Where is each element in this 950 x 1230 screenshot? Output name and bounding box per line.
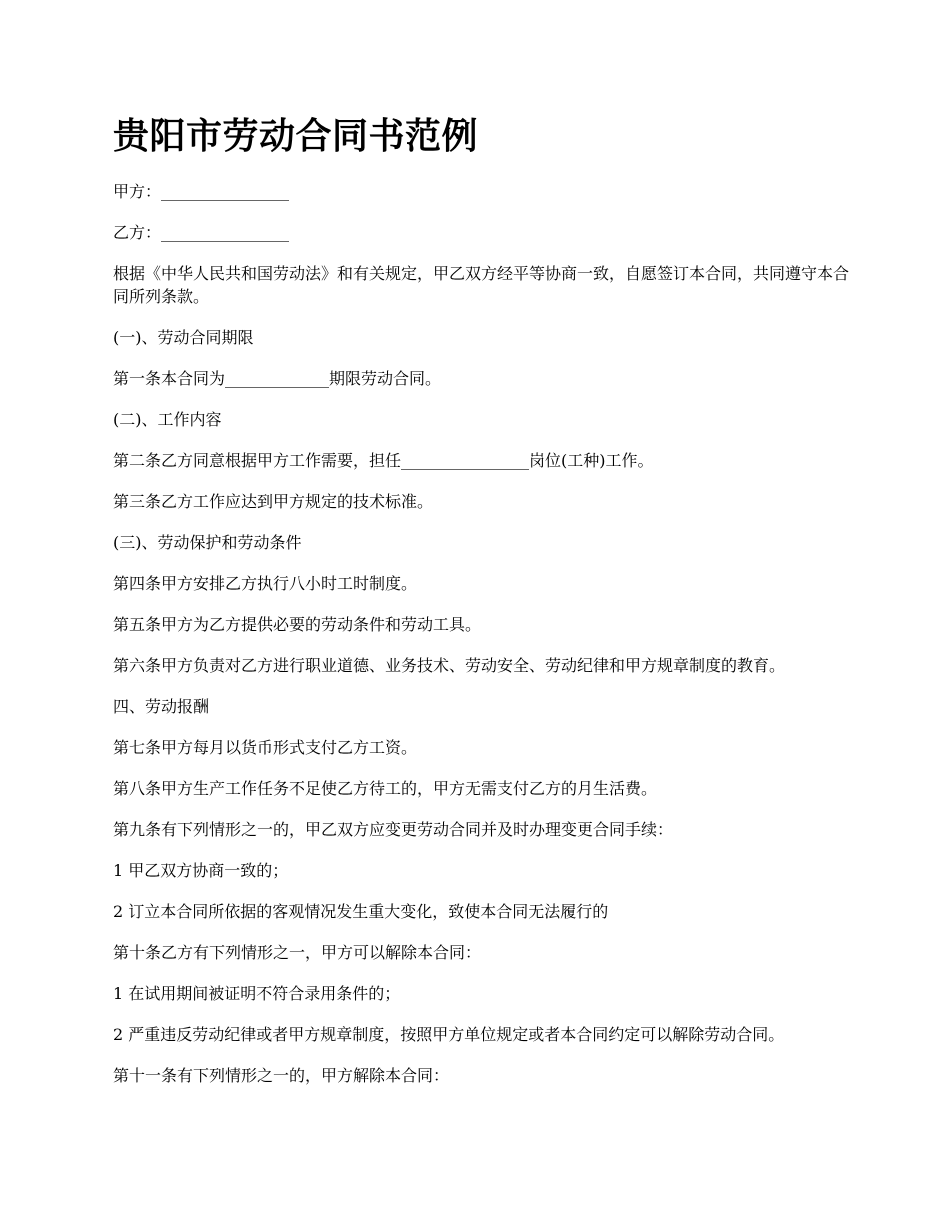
article-5: 第五条甲方为乙方提供必要的劳动条件和劳动工具。	[113, 615, 482, 634]
section-heading-work: (二)、工作内容	[113, 410, 222, 429]
article-10-item-2: 2 严重违反劳动纪律或者甲方规章制度，按照甲方单位规定或者本合同约定可以解除劳动合同。	[113, 1025, 785, 1044]
article-9-item-2: 2 订立本合同所依据的客观情况发生重大变化，致使本合同无法履行的	[113, 902, 609, 921]
article-7: 第七条甲方每月以货币形式支付乙方工资。	[113, 738, 418, 757]
party-a-line: 甲方：________________	[113, 182, 290, 201]
article-11: 第十一条有下列情形之一的，甲方解除本合同：	[113, 1066, 450, 1085]
article-3: 第三条乙方工作应达到甲方规定的技术标准。	[113, 492, 434, 511]
document-body	[113, 180, 853, 1105]
party-b-line: 乙方：________________	[113, 223, 290, 242]
article-9-item-1: 1 甲乙双方协商一致的；	[113, 861, 289, 880]
article-8: 第八条甲方生产工作任务不足使乙方待工的，甲方无需支付乙方的月生活费。	[113, 779, 658, 798]
section-heading-protection: (三)、劳动保护和劳动条件	[113, 533, 302, 552]
document-title: 贵阳市劳动合同书范例	[113, 115, 479, 157]
section-heading-pay: 四、劳动报酬	[113, 697, 210, 716]
article-4: 第四条甲方安排乙方执行八小时工时制度。	[113, 574, 418, 593]
article-1: 第一条本合同为_____________期限劳动合同。	[113, 369, 442, 388]
section-heading-term: (一)、劳动合同期限	[113, 328, 254, 347]
article-6: 第六条甲方负责对乙方进行职业道德、业务技术、劳动安全、劳动纪律和甲方规章制度的教育。	[113, 656, 786, 675]
article-10-item-1: 1 在试用期间被证明不符合录用条件的；	[113, 984, 401, 1003]
article-2: 第二条乙方同意根据甲方工作需要，担任________________岗位(工种)工作。	[113, 451, 654, 470]
preamble-paragraph: 根据《中华人民共和国劳动法》和有关规定，甲乙双方经平等协商一致，自愿签订本合同，共同遵守本合同所列条款。	[113, 264, 850, 306]
article-9: 第九条有下列情形之一的，甲乙双方应变更劳动合同并及时办理变更合同手续：	[113, 820, 674, 839]
article-10: 第十条乙方有下列情形之一，甲方可以解除本合同：	[113, 943, 482, 962]
